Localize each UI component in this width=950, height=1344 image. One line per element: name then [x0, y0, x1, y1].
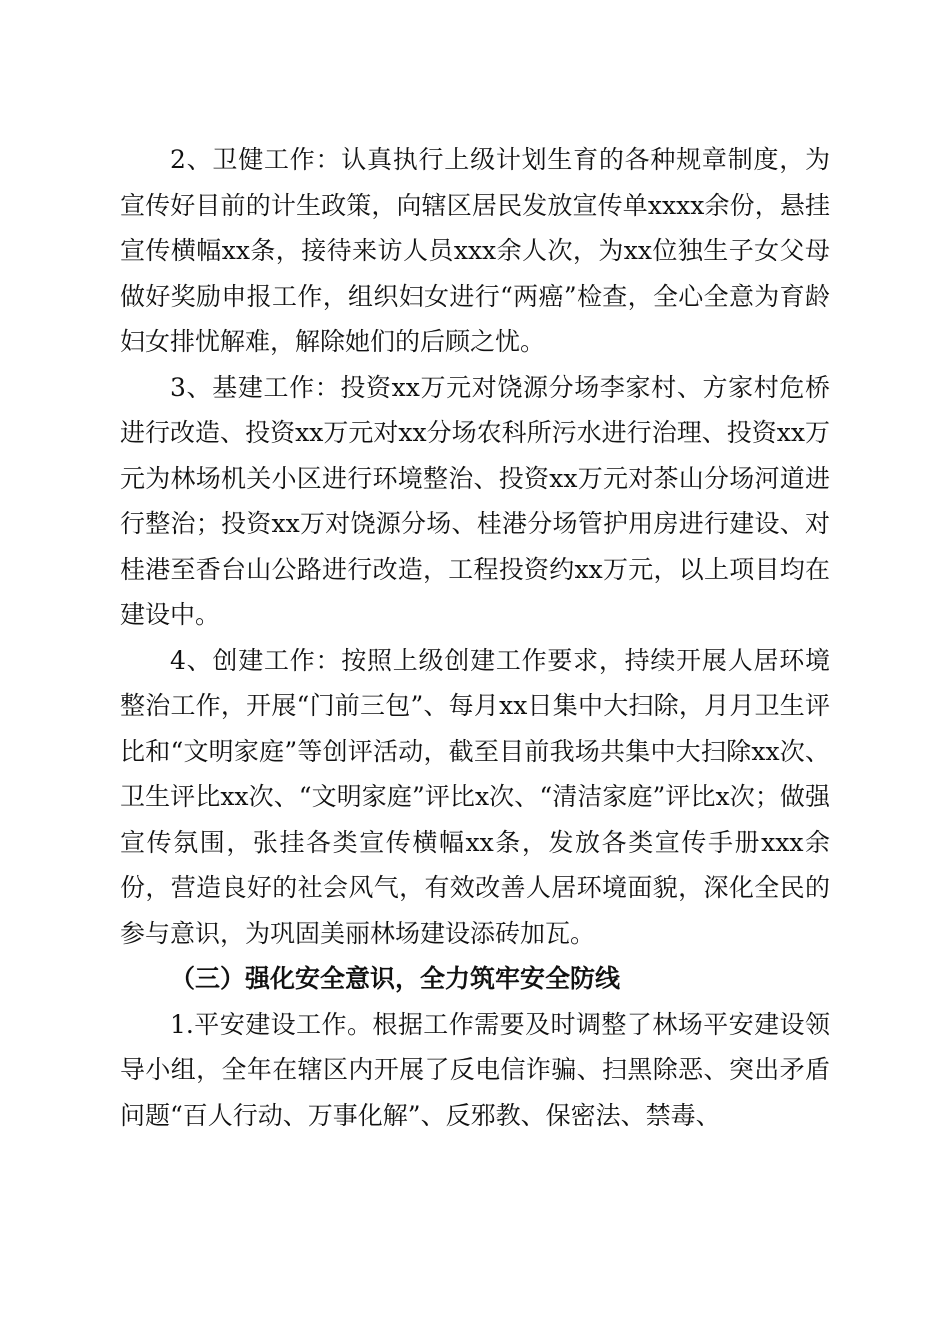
section-heading-safety: （三）强化安全意识，全力筑牢安全防线	[170, 964, 621, 993]
document-body	[120, 137, 830, 1138]
paragraph-safety-construction: 1.平安建设工作。根据工作需要及时调整了林场平安建设领导小组，全年在辖区内开展了反电信诈骗、扫黑除恶、突出矛盾问题“百人行动、万事化解”、反邪教、保密法、禁毒、	[120, 1009, 830, 1130]
paragraph-infrastructure-work: 3、基建工作：投资xx万元对饶源分场李家村、方家村危桥进行改造、投资xx万元对xx分场农科所污水进行治理、投资xx万元为林场机关小区进行环境整治、投资xx万元对茶山分场河道进行整治；投资xx万对饶源分场、桂港分场管护用房进行建设、对桂港至香台山公路进行改造，工程投资约xx万元，以上项目均在建设中。	[120, 372, 830, 629]
paragraph-health-work: 2、卫健工作：认真执行上级计划生育的各种规章制度，为宣传好目前的计生政策，向辖区居民发放宣传单xxxx余份，悬挂宣传横幅xx条，接待来访人员xxx余人次，为xx位独生子女父母做好奖励申报工作，组织妇女进行“两癌”检查，全心全意为育龄妇女排忧解难，解除她们的后顾之忧。	[120, 145, 830, 356]
paragraph-creation-work: 4、创建工作：按照上级创建工作要求，持续开展人居环境整治工作，开展“门前三包”、每月xx日集中大扫除，月月卫生评比和“文明家庭”等创评活动，截至目前我场共集中大扫除xx次、卫生评比xx次、“文明家庭”评比x次、“清洁家庭”评比x次；做强宣传氛围，张挂各类宣传横幅xx条，发放各类宣传手册xxx余份，营造良好的社会风气，有效改善人居环境面貌，深化全民的参与意识，为巩固美丽林场建设添砖加瓦。	[120, 645, 830, 948]
